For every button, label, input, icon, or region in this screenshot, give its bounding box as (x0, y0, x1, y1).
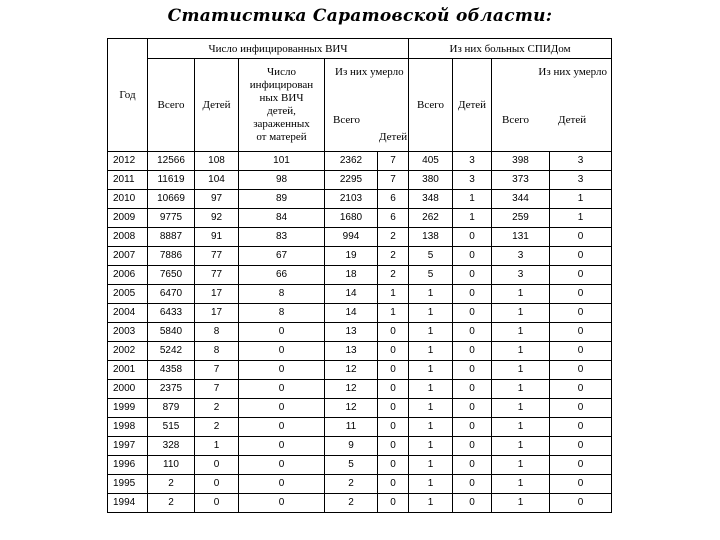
cell-infected-died-total: 11 (325, 418, 378, 437)
cell-infected-total: 9775 (148, 209, 195, 228)
cell-aids-total: 1 (409, 380, 453, 399)
cell-children-from-mothers: 0 (239, 342, 325, 361)
cell-aids-total: 1 (409, 494, 453, 513)
cell-infected-children: 17 (195, 285, 239, 304)
cell-infected-died-children: 7 (378, 152, 409, 171)
cell-infected-died-total: 2 (325, 494, 378, 513)
cell-aids-children: 0 (453, 285, 492, 304)
cell-aids-died-children: 3 (550, 171, 612, 190)
cell-year: 1999 (108, 399, 148, 418)
cell-infected-children: 8 (195, 323, 239, 342)
cell-infected-died-total: 12 (325, 380, 378, 399)
table-row (108, 247, 612, 266)
table-row (108, 209, 612, 228)
cell-aids-children: 0 (453, 475, 492, 494)
cell-infected-total: 6433 (148, 304, 195, 323)
cell-children-from-mothers: 83 (239, 228, 325, 247)
cell-aids-children: 0 (453, 380, 492, 399)
cell-aids-died-total: 259 (492, 209, 550, 228)
cell-year: 2001 (108, 361, 148, 380)
table-row (108, 361, 612, 380)
cell-infected-total: 7650 (148, 266, 195, 285)
cell-aids-died-total: 373 (492, 171, 550, 190)
cell-aids-died-total: 1 (492, 342, 550, 361)
cell-aids-children: 0 (453, 342, 492, 361)
cell-children-from-mothers: 0 (239, 437, 325, 456)
cell-infected-total: 328 (148, 437, 195, 456)
cell-infected-died-children: 0 (378, 456, 409, 475)
cell-aids-died-total: 1 (492, 418, 550, 437)
cell-aids-died-children: 0 (550, 304, 612, 323)
cell-infected-children: 0 (195, 456, 239, 475)
cell-infected-children: 2 (195, 418, 239, 437)
statistics-table (107, 38, 612, 513)
cell-infected-died-total: 1680 (325, 209, 378, 228)
cell-infected-children: 77 (195, 247, 239, 266)
cell-infected-total: 11619 (148, 171, 195, 190)
cell-children-from-mothers: 0 (239, 361, 325, 380)
cell-infected-died-total: 14 (325, 285, 378, 304)
table-row (108, 304, 612, 323)
cell-infected-died-total: 9 (325, 437, 378, 456)
cell-infected-children: 108 (195, 152, 239, 171)
cell-infected-total: 2 (148, 475, 195, 494)
cell-aids-died-children: 0 (550, 399, 612, 418)
cell-infected-died-children: 0 (378, 418, 409, 437)
table-row (108, 399, 612, 418)
cell-infected-died-total: 19 (325, 247, 378, 266)
cell-aids-died-children: 0 (550, 437, 612, 456)
cell-aids-died-children: 0 (550, 228, 612, 247)
cell-aids-died-children: 0 (550, 361, 612, 380)
cell-year: 2005 (108, 285, 148, 304)
cell-infected-died-total: 994 (325, 228, 378, 247)
cell-aids-total: 138 (409, 228, 453, 247)
header-infected-died (325, 59, 409, 152)
cell-aids-total: 1 (409, 285, 453, 304)
cell-aids-died-total: 1 (492, 494, 550, 513)
cell-aids-children: 0 (453, 494, 492, 513)
header-children-from-mothers: Число инфицирован ных ВИЧ детей, зараженных от матерей (239, 59, 325, 152)
cell-aids-died-total: 3 (492, 247, 550, 266)
table-row (108, 456, 612, 475)
cell-year: 2003 (108, 323, 148, 342)
cell-aids-children: 0 (453, 361, 492, 380)
table-row (108, 228, 612, 247)
cell-aids-total: 1 (409, 399, 453, 418)
table-row (108, 418, 612, 437)
cell-infected-children: 17 (195, 304, 239, 323)
table-row (108, 437, 612, 456)
cell-aids-total: 262 (409, 209, 453, 228)
cell-infected-died-children: 2 (378, 266, 409, 285)
cell-children-from-mothers: 101 (239, 152, 325, 171)
cell-children-from-mothers: 67 (239, 247, 325, 266)
cell-infected-died-children: 7 (378, 171, 409, 190)
cell-infected-total: 515 (148, 418, 195, 437)
cell-infected-children: 1 (195, 437, 239, 456)
header-aids-died-group: Из них умерло (538, 66, 608, 78)
header-infected-died-group: Из них умерло (335, 66, 404, 78)
cell-children-from-mothers: 8 (239, 304, 325, 323)
header-aids-died-children: Детей (558, 114, 587, 126)
cell-infected-died-children: 0 (378, 437, 409, 456)
cell-year: 2006 (108, 266, 148, 285)
cell-infected-died-children: 0 (378, 323, 409, 342)
cell-infected-children: 2 (195, 399, 239, 418)
cell-aids-children: 0 (453, 456, 492, 475)
header-infected-died-total: Всего (333, 114, 360, 126)
cell-year: 1994 (108, 494, 148, 513)
cell-aids-total: 5 (409, 266, 453, 285)
cell-aids-died-total: 131 (492, 228, 550, 247)
cell-aids-died-total: 1 (492, 399, 550, 418)
cell-aids-died-total: 1 (492, 456, 550, 475)
cell-children-from-mothers: 98 (239, 171, 325, 190)
cell-infected-died-total: 18 (325, 266, 378, 285)
table-row (108, 380, 612, 399)
cell-infected-died-children: 0 (378, 399, 409, 418)
cell-infected-died-children: 0 (378, 380, 409, 399)
cell-aids-died-children: 0 (550, 456, 612, 475)
table-row (108, 285, 612, 304)
cell-aids-total: 348 (409, 190, 453, 209)
header-infected-died-children: Детей (379, 131, 408, 143)
cell-infected-children: 97 (195, 190, 239, 209)
cell-aids-died-children: 3 (550, 152, 612, 171)
cell-year: 2004 (108, 304, 148, 323)
cell-infected-total: 8887 (148, 228, 195, 247)
cell-year: 2007 (108, 247, 148, 266)
cell-aids-children: 0 (453, 304, 492, 323)
header-aids-died-total: Всего (502, 114, 529, 126)
cell-infected-died-children: 2 (378, 228, 409, 247)
cell-aids-died-total: 1 (492, 285, 550, 304)
cell-aids-children: 0 (453, 399, 492, 418)
table-row (108, 171, 612, 190)
table-row (108, 152, 612, 171)
table-row (108, 494, 612, 513)
cell-aids-total: 1 (409, 342, 453, 361)
cell-year: 1995 (108, 475, 148, 494)
cell-aids-total: 1 (409, 456, 453, 475)
cell-infected-children: 7 (195, 380, 239, 399)
cell-year: 2011 (108, 171, 148, 190)
cell-aids-total: 1 (409, 475, 453, 494)
cell-aids-died-total: 1 (492, 361, 550, 380)
cell-aids-children: 3 (453, 152, 492, 171)
cell-year: 2009 (108, 209, 148, 228)
cell-infected-children: 91 (195, 228, 239, 247)
cell-infected-died-total: 12 (325, 399, 378, 418)
cell-children-from-mothers: 66 (239, 266, 325, 285)
cell-aids-children: 0 (453, 323, 492, 342)
cell-aids-children: 3 (453, 171, 492, 190)
header-aids-total: Всего (409, 59, 453, 152)
cell-year: 2010 (108, 190, 148, 209)
cell-infected-total: 6470 (148, 285, 195, 304)
table-body (108, 152, 612, 513)
table-row (108, 266, 612, 285)
cell-children-from-mothers: 0 (239, 380, 325, 399)
cell-infected-children: 8 (195, 342, 239, 361)
cell-aids-total: 1 (409, 361, 453, 380)
cell-infected-total: 12566 (148, 152, 195, 171)
cell-infected-total: 7886 (148, 247, 195, 266)
cell-infected-died-total: 2 (325, 475, 378, 494)
cell-aids-children: 0 (453, 418, 492, 437)
header-infected-group: Число инфицированных ВИЧ (148, 39, 409, 59)
cell-aids-children: 1 (453, 190, 492, 209)
cell-aids-died-children: 0 (550, 418, 612, 437)
cell-aids-died-total: 1 (492, 437, 550, 456)
cell-infected-died-children: 0 (378, 342, 409, 361)
cell-aids-total: 1 (409, 304, 453, 323)
cell-infected-total: 10669 (148, 190, 195, 209)
cell-infected-died-total: 5 (325, 456, 378, 475)
cell-children-from-mothers: 0 (239, 475, 325, 494)
header-aids-died (492, 59, 612, 152)
header-aids-group: Из них больных СПИДом (409, 39, 612, 59)
cell-infected-children: 0 (195, 475, 239, 494)
cell-aids-total: 1 (409, 418, 453, 437)
cell-infected-total: 5242 (148, 342, 195, 361)
cell-infected-died-children: 1 (378, 285, 409, 304)
cell-aids-died-children: 0 (550, 494, 612, 513)
cell-aids-total: 405 (409, 152, 453, 171)
cell-infected-died-total: 2103 (325, 190, 378, 209)
cell-aids-died-total: 1 (492, 304, 550, 323)
header-infected-children: Детей (195, 59, 239, 152)
cell-children-from-mothers: 0 (239, 494, 325, 513)
cell-aids-died-children: 0 (550, 380, 612, 399)
cell-infected-died-total: 2362 (325, 152, 378, 171)
cell-children-from-mothers: 0 (239, 456, 325, 475)
cell-infected-total: 4358 (148, 361, 195, 380)
table-row (108, 190, 612, 209)
cell-aids-children: 0 (453, 437, 492, 456)
cell-infected-children: 0 (195, 494, 239, 513)
cell-aids-children: 0 (453, 247, 492, 266)
cell-infected-died-children: 0 (378, 361, 409, 380)
header-aids-children: Детей (453, 59, 492, 152)
header-infected-total: Всего (148, 59, 195, 152)
cell-aids-died-total: 1 (492, 475, 550, 494)
cell-infected-children: 77 (195, 266, 239, 285)
cell-aids-died-children: 0 (550, 247, 612, 266)
cell-aids-children: 1 (453, 209, 492, 228)
cell-children-from-mothers: 84 (239, 209, 325, 228)
table-row (108, 342, 612, 361)
cell-aids-total: 1 (409, 437, 453, 456)
cell-aids-died-total: 1 (492, 323, 550, 342)
cell-year: 2008 (108, 228, 148, 247)
cell-infected-total: 2 (148, 494, 195, 513)
cell-aids-total: 380 (409, 171, 453, 190)
cell-aids-died-children: 0 (550, 475, 612, 494)
cell-infected-died-children: 6 (378, 190, 409, 209)
cell-children-from-mothers: 0 (239, 418, 325, 437)
cell-infected-died-total: 14 (325, 304, 378, 323)
table-row (108, 475, 612, 494)
page-title: Статистика Саратовской области: (167, 6, 553, 26)
cell-infected-died-total: 13 (325, 342, 378, 361)
cell-aids-died-total: 3 (492, 266, 550, 285)
cell-infected-total: 5840 (148, 323, 195, 342)
cell-aids-children: 0 (453, 228, 492, 247)
cell-year: 2002 (108, 342, 148, 361)
cell-infected-died-children: 1 (378, 304, 409, 323)
cell-aids-total: 5 (409, 247, 453, 266)
cell-aids-died-children: 1 (550, 190, 612, 209)
cell-children-from-mothers: 0 (239, 323, 325, 342)
cell-year: 1998 (108, 418, 148, 437)
cell-infected-children: 104 (195, 171, 239, 190)
cell-aids-died-children: 1 (550, 209, 612, 228)
cell-aids-died-children: 0 (550, 266, 612, 285)
cell-aids-children: 0 (453, 266, 492, 285)
cell-aids-died-children: 0 (550, 285, 612, 304)
cell-aids-died-total: 344 (492, 190, 550, 209)
cell-infected-died-children: 0 (378, 475, 409, 494)
cell-infected-died-children: 2 (378, 247, 409, 266)
cell-infected-total: 110 (148, 456, 195, 475)
cell-infected-total: 2375 (148, 380, 195, 399)
cell-year: 2012 (108, 152, 148, 171)
header-year: Год (108, 39, 148, 152)
cell-aids-total: 1 (409, 323, 453, 342)
cell-infected-died-total: 13 (325, 323, 378, 342)
cell-aids-died-children: 0 (550, 342, 612, 361)
cell-aids-died-children: 0 (550, 323, 612, 342)
cell-infected-children: 92 (195, 209, 239, 228)
cell-aids-died-total: 398 (492, 152, 550, 171)
table-row (108, 323, 612, 342)
cell-infected-total: 879 (148, 399, 195, 418)
cell-year: 2000 (108, 380, 148, 399)
cell-aids-died-total: 1 (492, 380, 550, 399)
cell-children-from-mothers: 89 (239, 190, 325, 209)
cell-infected-died-children: 0 (378, 494, 409, 513)
cell-infected-died-children: 6 (378, 209, 409, 228)
cell-infected-died-total: 12 (325, 361, 378, 380)
cell-year: 1996 (108, 456, 148, 475)
cell-infected-children: 7 (195, 361, 239, 380)
cell-children-from-mothers: 8 (239, 285, 325, 304)
cell-year: 1997 (108, 437, 148, 456)
cell-children-from-mothers: 0 (239, 399, 325, 418)
cell-infected-died-total: 2295 (325, 171, 378, 190)
